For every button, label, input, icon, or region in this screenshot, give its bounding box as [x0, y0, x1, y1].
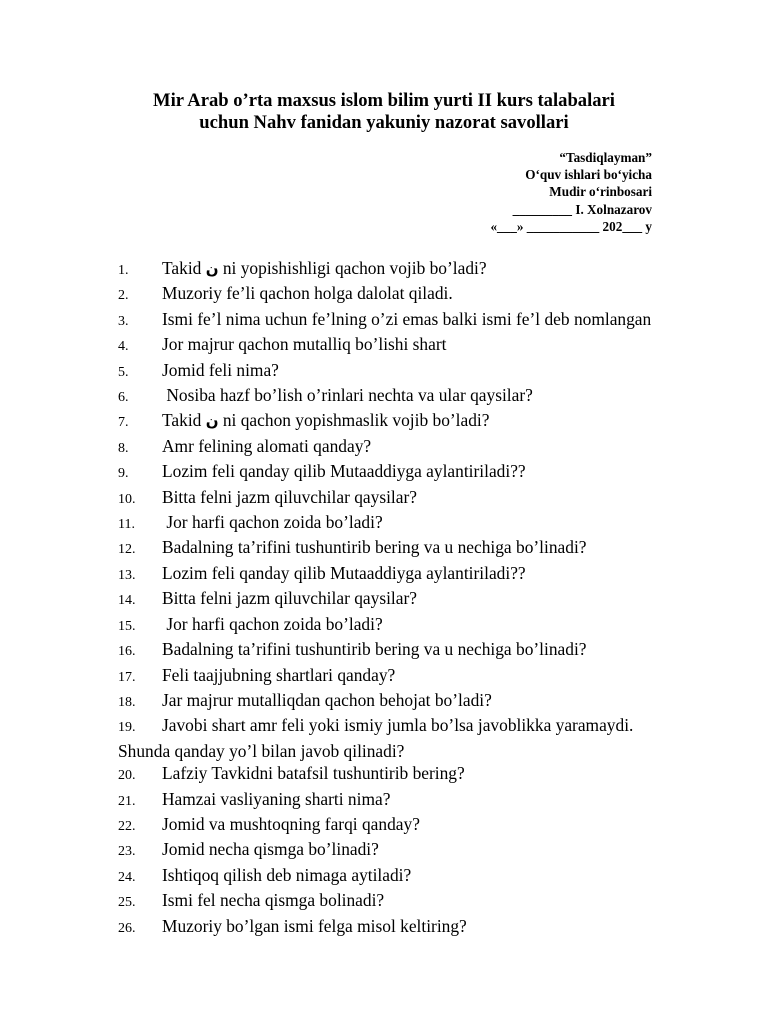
- title-line-2: uchun Nahv fanidan yakuniy nazorat savollari: [199, 112, 569, 133]
- question-number: 11.: [118, 517, 135, 533]
- question-number: 20.: [118, 768, 136, 784]
- question-item: [118, 762, 656, 787]
- question-item: [118, 587, 656, 612]
- question-number: 10.: [118, 491, 136, 507]
- question-number: 26.: [118, 920, 136, 936]
- question-text: Nosiba hazf bo’lish o’rinlari nechta va ular qaysilar?: [162, 385, 533, 406]
- question-text: [162, 410, 489, 430]
- question-text: Muzoriy bo’lgan ismi felga misol keltiring?: [162, 915, 467, 936]
- question-text-before: Takid: [162, 258, 206, 278]
- question-number: 8.: [118, 440, 129, 456]
- question-number: 4.: [118, 339, 129, 355]
- approval-date-line: «___» ___________ 202___ y: [490, 218, 652, 234]
- question-item: [118, 435, 656, 460]
- arabic-letter: ن: [205, 260, 219, 278]
- question-item: [118, 308, 656, 333]
- question-item: [118, 384, 656, 409]
- title-line-1: Mir Arab o’rta maxsus islom bilim yurti II kurs talabalari: [153, 90, 615, 111]
- question-number: 3.: [118, 313, 129, 329]
- question-text-before: Takid: [162, 410, 206, 431]
- question-number: 16.: [118, 644, 136, 660]
- question-item: [118, 562, 656, 587]
- question-text: Javobi shart amr feli yoki ismiy jumla bo’lsa javoblikka yaramaydi. Shunda qanday yo’l bilan javob qilinadi?: [118, 715, 634, 761]
- question-item: [118, 511, 656, 536]
- question-number: 9.: [118, 466, 129, 482]
- question-number: 2.: [118, 288, 129, 304]
- question-text: Bitta felni jazm qiluvchilar qaysilar?: [162, 486, 417, 507]
- question-text: Muzoriy fe’li qachon holga dalolat qiladi.: [162, 283, 453, 304]
- question-item: [118, 536, 656, 561]
- question-number: 6.: [118, 390, 129, 406]
- question-item: [118, 714, 656, 762]
- question-number: 1.: [118, 263, 129, 278]
- question-text: Lozim feli qanday qilib Mutaaddiyga aylantiriladi??: [162, 461, 526, 482]
- question-number: 21.: [118, 793, 136, 809]
- question-number: 17.: [118, 669, 136, 685]
- question-text: Jomid feli nima?: [162, 359, 279, 380]
- approval-block: [332, 149, 652, 235]
- question-number: 23.: [118, 844, 136, 860]
- question-number: 18.: [118, 694, 136, 710]
- question-number: 19.: [118, 720, 136, 736]
- question-number: 15.: [118, 618, 136, 634]
- question-number: 25.: [118, 895, 136, 911]
- question-item: [118, 664, 656, 689]
- question-text: Jor harfi qachon zoida bo’ladi?: [162, 512, 383, 533]
- question-item: [118, 486, 656, 511]
- question-text-after: ni yopishishligi qachon vojib bo’ladi?: [218, 258, 487, 278]
- question-text: Ismi fel necha qismga bolinadi?: [162, 890, 385, 911]
- question-item: [118, 613, 656, 638]
- question-text: Hamzai vasliyaning sharti nima?: [162, 788, 391, 809]
- arabic-letter: ن: [205, 412, 219, 431]
- question-text: Jomid va mushtoqning farqi qanday?: [162, 813, 420, 834]
- question-item: [118, 689, 656, 714]
- question-number: 5.: [118, 364, 129, 380]
- question-item: [118, 864, 656, 889]
- approval-signature-line: _________ I. Xolnazarov: [512, 201, 652, 217]
- question-text: Jar majrur mutalliqdan qachon behojat bo’ladi?: [162, 689, 492, 710]
- question-number: 12.: [118, 542, 136, 558]
- question-number: 14.: [118, 593, 136, 609]
- question-text: Jor majrur qachon mutalliq bo’lishi shart: [162, 334, 447, 355]
- question-item: [118, 889, 656, 914]
- question-list: [118, 257, 656, 940]
- question-number: 24.: [118, 869, 136, 885]
- question-text: Amr felining alomati qanday?: [162, 435, 372, 456]
- question-text: Badalning ta’rifini tushuntirib bering va u nechiga bo’linadi?: [162, 639, 587, 660]
- question-item: [118, 915, 656, 940]
- document-title: [100, 90, 668, 134]
- question-item: [118, 838, 656, 863]
- approval-position-line-2: Mudir o‘rinbosari: [549, 184, 652, 200]
- question-item: [118, 282, 656, 307]
- question-number: 22.: [118, 818, 136, 834]
- question-item: [118, 788, 656, 813]
- approval-heading: “Tasdiqlayman”: [559, 150, 652, 165]
- question-item: [118, 257, 656, 282]
- question-number: 13.: [118, 567, 136, 583]
- question-text: Badalning ta’rifini tushuntirib bering va u nechiga bo’linadi?: [162, 537, 587, 558]
- question-item: [118, 813, 656, 838]
- question-text: Ishtiqoq qilish deb nimaga aytiladi?: [162, 864, 412, 885]
- question-text: Ismi fe’l nima uchun fe’lning o’zi emas balki ismi fe’l deb nomlangan: [162, 308, 652, 329]
- question-item: [118, 409, 656, 434]
- question-text: Bitta felni jazm qiluvchilar qaysilar?: [162, 588, 417, 609]
- question-text: Jomid necha qismga bo’linadi?: [162, 839, 379, 860]
- question-item: [118, 638, 656, 663]
- question-text: Feli taajjubning shartlari qanday?: [162, 664, 396, 685]
- question-item: [118, 359, 656, 384]
- question-text: Jor harfi qachon zoida bo’ladi?: [162, 613, 383, 634]
- question-text: Lozim feli qanday qilib Mutaaddiyga aylantiriladi??: [162, 562, 526, 583]
- question-item: [118, 460, 656, 485]
- question-number: 7.: [118, 415, 129, 431]
- question-text: [162, 258, 487, 278]
- question-text-after: ni qachon yopishmaslik vojib bo’ladi?: [218, 410, 490, 431]
- question-text: Lafziy Tavkidni batafsil tushuntirib bering?: [162, 763, 465, 784]
- approval-position-line-1: O‘quv ishlari bo‘yicha: [525, 167, 652, 183]
- question-item: [118, 333, 656, 358]
